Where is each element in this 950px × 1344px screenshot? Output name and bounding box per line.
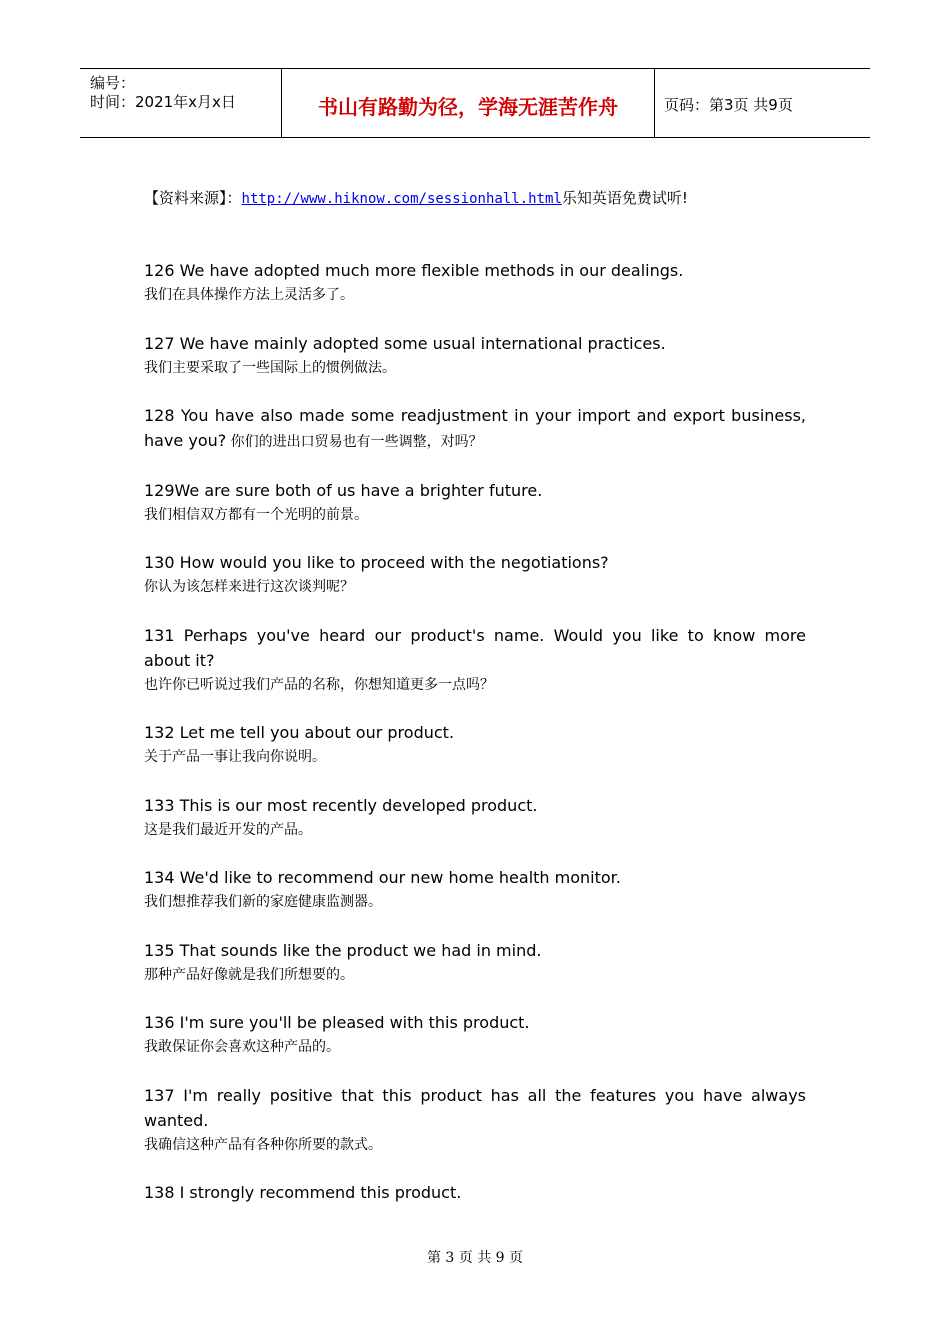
english-sentence: 138 I strongly recommend this product. bbox=[144, 1183, 462, 1202]
list-item bbox=[144, 1083, 806, 1158]
english-sentence: 133 This is our most recently developed product. bbox=[144, 795, 538, 815]
time-label: 时间：2021年x月x日 bbox=[90, 93, 236, 111]
english-sentence: 136 I'm sure you'll be pleased with this product. bbox=[144, 1013, 530, 1032]
list-item bbox=[144, 403, 806, 455]
header-page-cell bbox=[655, 69, 870, 137]
motto: 书山有路勤为径，学海无涯苦作舟 bbox=[318, 95, 618, 119]
english-sentence-with-translation bbox=[144, 403, 806, 455]
english-sentence: 130 How would you like to proceed with the negotiations? bbox=[144, 553, 609, 572]
list-item bbox=[144, 720, 806, 770]
page-header bbox=[80, 68, 870, 138]
list-item bbox=[144, 623, 806, 698]
chinese-translation: 这是我们最近开发的产品。 bbox=[144, 821, 312, 838]
chinese-translation: 我敢保证你会喜欢这种产品的。 bbox=[144, 1039, 340, 1055]
source-line bbox=[144, 187, 688, 208]
chinese-translation: 也许你已听说过我们产品的名称，你想知道更多一点吗？ bbox=[144, 676, 494, 693]
list-item bbox=[144, 938, 806, 988]
chinese-translation: 你认为该怎样来进行这次谈判呢？ bbox=[144, 579, 354, 595]
source-suffix: 乐知英语免费试听! bbox=[561, 189, 688, 207]
chinese-translation: 我们想推荐我们新的家庭健康监测器。 bbox=[144, 894, 382, 910]
number-label: 编号： bbox=[90, 74, 136, 92]
list-item bbox=[144, 331, 806, 381]
chinese-translation: 你们的进出口贸易也有一些调整，对吗？ bbox=[226, 434, 483, 450]
source-prefix: 【资料来源】： bbox=[144, 189, 242, 207]
phrase-list bbox=[144, 258, 806, 1228]
english-sentence: 131 Perhaps you've heard our product's name. Would you like to know more about it? bbox=[144, 625, 806, 670]
chinese-translation: 我确信这种产品有各种你所要的款式。 bbox=[144, 1136, 382, 1153]
english-sentence: 135 That sounds like the product we had in mind. bbox=[144, 940, 542, 960]
english-sentence: 126 We have adopted much more flexible methods in our dealings. bbox=[144, 261, 684, 280]
list-item bbox=[144, 478, 806, 528]
english-sentence: 132 Let me tell you about our product. bbox=[144, 723, 455, 742]
source-link[interactable]: http://www.hiknow.com/sessionhall.html bbox=[241, 191, 562, 207]
list-item bbox=[144, 258, 806, 308]
chinese-translation: 我们在具体操作方法上灵活多了。 bbox=[144, 287, 354, 303]
english-sentence: 127 We have mainly adopted some usual international practices. bbox=[144, 333, 666, 353]
english-sentence: 134 We'd like to recommend our new home health monitor. bbox=[144, 868, 621, 887]
list-item bbox=[144, 1180, 806, 1205]
page-footer: 第 3 页 共 9 页 bbox=[426, 1250, 524, 1266]
english-sentence: 128 You have also made some readjustment in your import and export business, have you? bbox=[144, 406, 806, 450]
list-item bbox=[144, 865, 806, 915]
page-info: 页码：第3页 共9页 bbox=[664, 96, 793, 114]
chinese-translation: 那种产品好像就是我们所想要的。 bbox=[144, 966, 354, 983]
header-meta-cell bbox=[80, 69, 282, 137]
english-sentence: 129We are sure both of us have a brighter future. bbox=[144, 480, 543, 500]
header-motto-cell bbox=[282, 69, 655, 137]
chinese-translation: 我们主要采取了一些国际上的惯例做法。 bbox=[144, 359, 396, 376]
english-sentence: 137 I'm really positive that this product has all the features you have always wanted. bbox=[144, 1085, 806, 1130]
list-item bbox=[144, 793, 806, 843]
chinese-translation: 关于产品一事让我向你说明。 bbox=[144, 749, 326, 765]
chinese-translation: 我们相信双方都有一个光明的前景。 bbox=[144, 506, 368, 523]
list-item bbox=[144, 1010, 806, 1060]
list-item bbox=[144, 550, 806, 600]
